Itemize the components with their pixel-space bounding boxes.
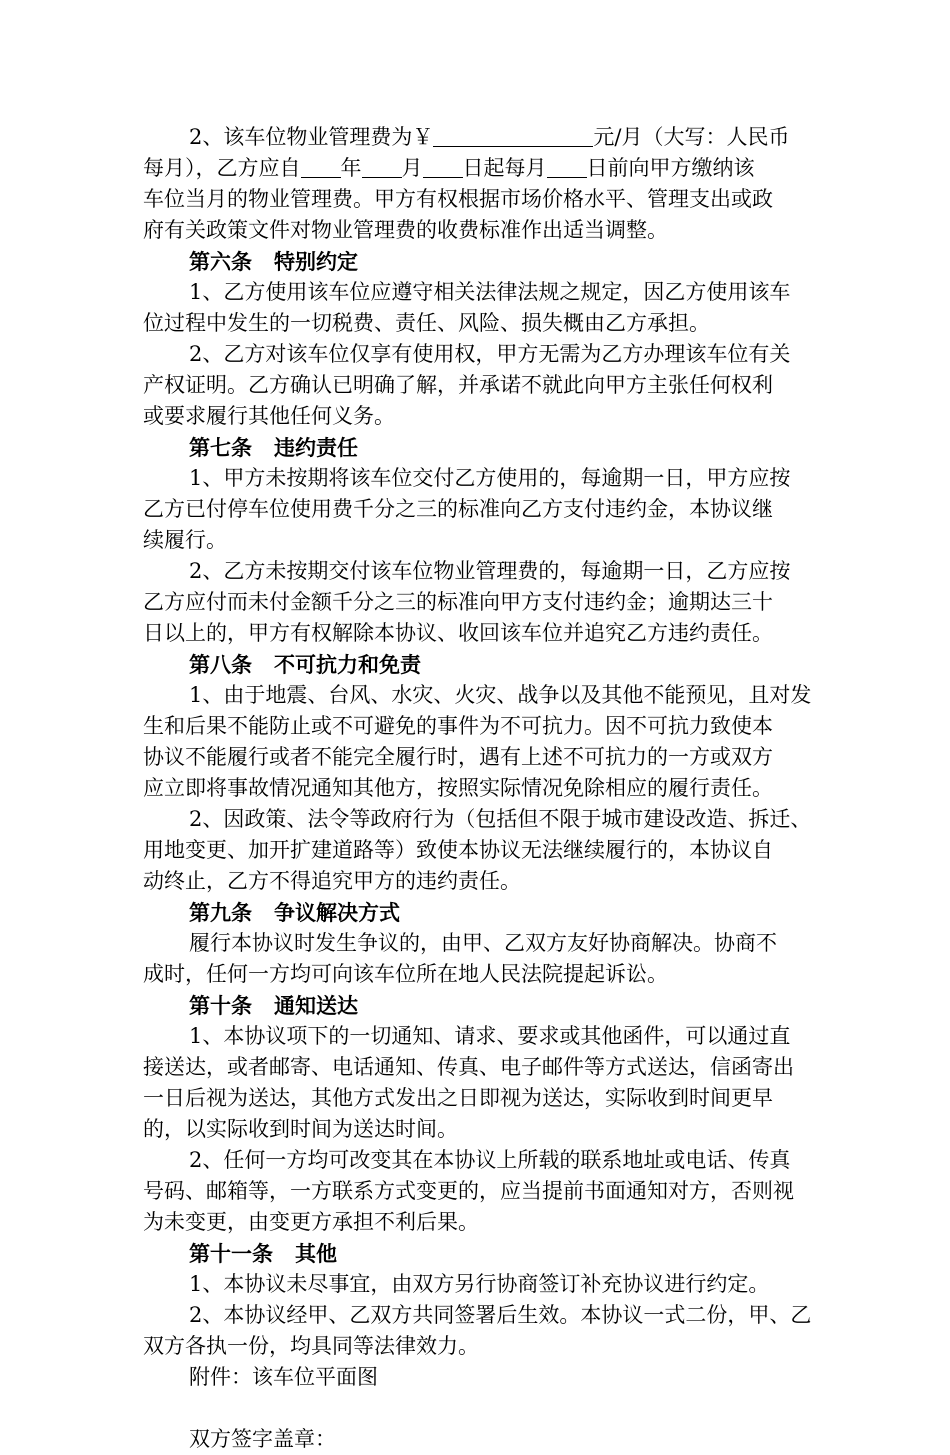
article-number: 第八条 <box>189 652 252 677</box>
paragraph-line: 履行本协议时发生争议的，由甲、乙双方友好协商解决。协商不 <box>189 931 777 955</box>
article-heading <box>143 246 808 277</box>
paragraph-line: 一日后视为送达，其他方式发出之日即视为送达，实际收到时间更早 <box>143 1086 773 1110</box>
article-title: 特别约定 <box>274 249 358 274</box>
paragraph-line: 乙方应付而未付金额千分之三的标准向甲方支付违约金；逾期达三十 <box>143 590 773 614</box>
paragraph-line: 1、甲方未按期将该车位交付乙方使用的，每逾期一日，甲方应按 <box>189 466 791 490</box>
year-blank <box>301 155 341 178</box>
article-heading <box>143 897 808 928</box>
article-title: 通知送达 <box>274 993 358 1018</box>
paragraph-line: 日以上的，甲方有权解除本协议、收回该车位并追究乙方违约责任。 <box>143 621 773 645</box>
paragraph-line: 府有关政策文件对物业管理费的收费标准作出适当调整。 <box>143 218 668 242</box>
paragraph-line: 2、本协议经甲、乙双方共同签署后生效。本协议一式二份，甲、乙 <box>189 1303 812 1327</box>
article-title: 不可抗力和免责 <box>274 652 421 677</box>
paragraph-line: 接送达，或者邮寄、电话通知、传真、电子邮件等方式送达，信函寄出 <box>143 1055 794 1079</box>
text: 日前向甲方缴纳该 <box>586 156 755 180</box>
paragraph-line <box>143 153 808 184</box>
signature-line: 双方签字盖章： <box>189 1427 336 1451</box>
article-heading <box>143 1238 808 1269</box>
text: 元/月（大写：人民币 <box>593 125 790 149</box>
amount-blank <box>433 124 593 147</box>
paragraph-line: 成时，任何一方均可向该车位所在地人民法院提起诉讼。 <box>143 962 668 986</box>
text: 日起每月 <box>462 156 547 180</box>
paragraph-line: 位过程中发生的一切税费、责任、风险、损失概由乙方承担。 <box>143 311 710 335</box>
paragraph-line: 2、因政策、法令等政府行为（包括但不限于城市建设改造、拆迁、 <box>189 807 812 831</box>
paragraph-line: 应立即将事故情况通知其他方，按照实际情况免除相应的履行责任。 <box>143 776 773 800</box>
text: 每月），乙方应自 <box>143 156 301 180</box>
text: 2、该车位物业管理费为￥ <box>189 125 434 149</box>
paragraph-line: 1、由于地震、台风、水灾、火灾、战争以及其他不能预见，且对发 <box>189 683 812 707</box>
article-title: 争议解决方式 <box>274 900 400 925</box>
article-heading <box>143 649 808 680</box>
text: 月 <box>401 156 423 180</box>
paragraph-line: 1、本协议未尽事宜，由双方另行协商签订补充协议进行约定。 <box>189 1272 770 1296</box>
paragraph-line: 车位当月的物业管理费。甲方有权根据市场价格水平、管理支出或政 <box>143 187 773 211</box>
contract-page <box>143 122 812 1455</box>
attachment-line: 附件：该车位平面图 <box>189 1365 378 1389</box>
article-number: 第十一条 <box>189 1241 273 1266</box>
article-number: 第七条 <box>189 435 252 460</box>
paragraph-line: 为未变更，由变更方承担不利后果。 <box>143 1210 479 1234</box>
paragraph-line: 的，以实际收到时间为送达时间。 <box>143 1117 458 1141</box>
paragraph-line: 用地变更、加开扩建道路等）致使本协议无法继续履行的，本协议自 <box>143 838 773 862</box>
article-heading <box>143 990 808 1021</box>
paragraph-line: 2、乙方对该车位仅享有使用权，甲方无需为乙方办理该车位有关 <box>189 342 791 366</box>
paragraph-line <box>143 122 808 153</box>
paragraph-line: 产权证明。乙方确认已明确了解，并承诺不就此向甲方主张任何权利 <box>143 373 773 397</box>
paragraph-line: 1、乙方使用该车位应遵守相关法律法规之规定，因乙方使用该车 <box>189 280 791 304</box>
article-number: 第九条 <box>189 900 252 925</box>
text: 年 <box>340 156 362 180</box>
paragraph-line: 生和后果不能防止或不可避免的事件为不可抗力。因不可抗力致使本 <box>143 714 773 738</box>
paragraph-line: 续履行。 <box>143 528 227 552</box>
article-number: 第十条 <box>189 993 252 1018</box>
paragraph-line: 2、乙方未按期交付该车位物业管理费的，每逾期一日，乙方应按 <box>189 559 791 583</box>
due-day-blank <box>547 155 587 178</box>
article-title: 其他 <box>295 1241 337 1266</box>
paragraph-line: 双方各执一份，均具同等法律效力。 <box>143 1334 479 1358</box>
month-blank <box>362 155 402 178</box>
article-number: 第六条 <box>189 249 252 274</box>
article-heading <box>143 432 808 463</box>
paragraph-line: 2、任何一方均可改变其在本协议上所载的联系地址或电话、传真 <box>189 1148 791 1172</box>
article-title: 违约责任 <box>274 435 358 460</box>
blank-line <box>143 1393 808 1424</box>
paragraph-line: 协议不能履行或者不能完全履行时，遇有上述不可抗力的一方或双方 <box>143 745 773 769</box>
paragraph-line: 1、本协议项下的一切通知、请求、要求或其他函件，可以通过直 <box>189 1024 791 1048</box>
paragraph-line: 号码、邮箱等，一方联系方式变更的，应当提前书面通知对方，否则视 <box>143 1179 794 1203</box>
paragraph-line: 动终止，乙方不得追究甲方的违约责任。 <box>143 869 521 893</box>
day-blank <box>423 155 463 178</box>
paragraph-line: 乙方已付停车位使用费千分之三的标准向乙方支付违约金，本协议继 <box>143 497 773 521</box>
paragraph-line: 或要求履行其他任何义务。 <box>143 404 395 428</box>
